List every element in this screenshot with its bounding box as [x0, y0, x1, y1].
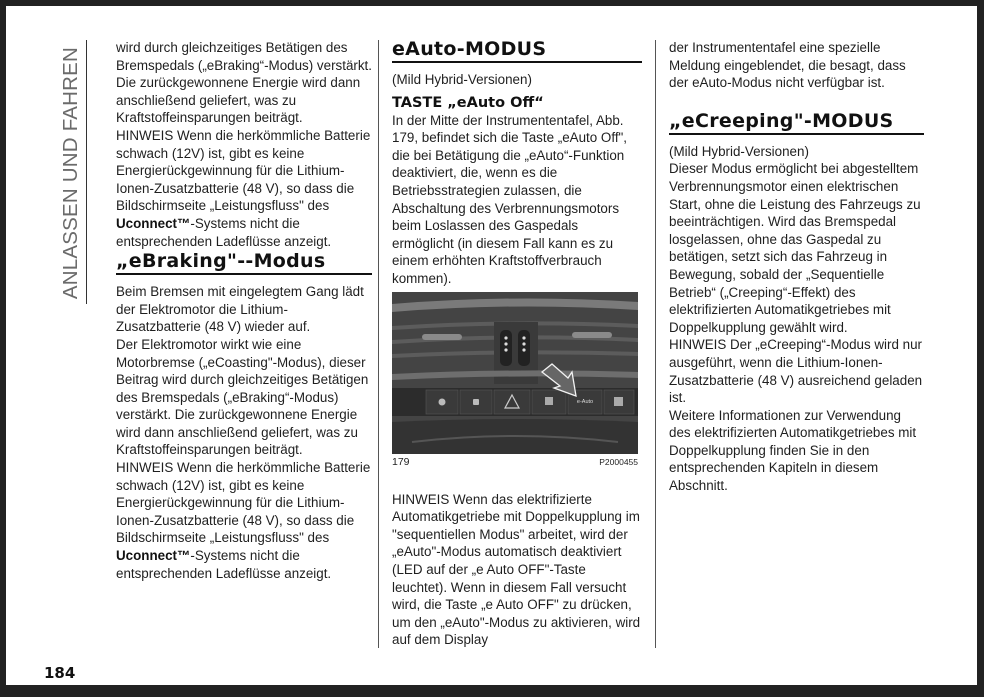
side-title-rule: [86, 40, 87, 304]
column-1: [116, 39, 372, 582]
eauto-off-subheading: TASTE „eAuto Off“: [392, 94, 544, 111]
chapter-title-text: ANLASSEN UND FAHREN: [59, 46, 83, 300]
dashboard-illustration: [392, 292, 638, 454]
eauto-button-label: e-Auto: [576, 398, 594, 405]
figure-number: 179: [392, 455, 410, 468]
figure-caption: [392, 456, 638, 468]
eauto-subtitle: (Mild Hybrid-Versionen): [392, 72, 532, 87]
note-battery-2: [116, 459, 372, 582]
note-text: HINWEIS Wenn die herkömmliche Batterie schwach (12V) ist, gibt es keine Energierückgewinnung für die Lithium-Ionen-Zusatzbatterie (48 V), so dass die Bildschirmseite „Leistungsfluss" des: [116, 127, 371, 214]
eauto-paragraph: In der Mitte der Instrumententafel, Abb. 179, befindet sich die Taste „eAuto Off", die bei Betätigung die „eAuto“-Funktion deaktiviert, die, wenn es die Betriebsstrategien zulassen, die Abschaltung des Verbrennungsmotors beim Loslassen des Gaspedals ermöglicht (in diesem Fall kann es zu einem erhöhten Kraftstoffverbrauch kommen).: [392, 112, 628, 286]
uconnect-brand: Uconnect™: [116, 215, 191, 231]
note-text: HINWEIS Wenn die herkömmliche Batterie schwach (12V) ist, gibt es keine Energierückgewinnung für die Lithium-Ionen-Zusatzbatterie (48 V), so dass die Bildschirmseite „Leistungsfluss" des: [116, 460, 371, 546]
ecreeping-paragraph-2: Weitere Informationen zur Verwendung des elektrifizierten Automatikgetriebes mit Doppelkupplung finden Sie in den entsprechenden Kapiteln in diesem Abschnitt.: [669, 407, 917, 494]
note-battery-1: [116, 127, 372, 250]
eauto-note: HINWEIS Wenn das elektrifizierte Automatikgetriebe mit Doppelkupplung im "sequentiellen Modus" arbeitet, wird der „eAuto"-Modus automatisch deaktiviert (LED auf der „e Auto OFF"-Taste leuchtet). Wenn in diesem Fall versucht wird, die Taste „e Auto OFF" zu drücken, um den „eAuto"-Modus zu aktivieren, wird auf dem Display: [392, 491, 641, 648]
note-text-end: -Systems nicht die entsprechenden Ladeflüsse anzeigt.: [116, 548, 332, 581]
uconnect-brand: Uconnect™: [116, 548, 191, 564]
eauto-note-continuation: der Instrumententafel eine spezielle Meldung eingeblendet, die besagt, dass der eAuto-Modus nicht verfügbar ist.: [669, 40, 906, 91]
page-number: 184: [44, 664, 76, 682]
figure-code: P2000455: [599, 456, 638, 467]
ebraking-heading: „eBraking"--Modus: [116, 251, 372, 275]
ecreeping-heading: „eCreeping"-MODUS: [669, 111, 924, 135]
ecreeping-subtitle: (Mild Hybrid-Versionen): [669, 143, 809, 159]
ecreeping-note: HINWEIS Der „eCreeping“-Modus wird nur ausgeführt, wenn die Lithium-Ionen-Zusatzbatterie (48 V) ausreichend geladen ist.: [669, 337, 923, 406]
figure-dashboard-photo: [392, 292, 638, 454]
intro-paragraph: wird durch gleichzeitiges Betätigen des Bremspedals („eBraking“-Modus) verstärkt. Die zurückgewonnene Energie wird dann anschließend geliefert, was zu Kraftstoffeinsparungen beiträgt.: [116, 40, 372, 126]
ecreeping-paragraph-1: Dieser Modus ermöglicht bei abgestelltem Verbrennungsmotor einen elektrischen Start, ohne die Leistung des Fahrzeugs zu beeinträchtigen. Wird das Bremspedal losgelassen, ohne das Gaspedal zu betätigen, setzt sich das Fahrzeug in Bewegung, sobald der „Sequentielle Betrieb“ („Creeping“-Effekt) des elektrifizierten Automatikgetriebes mit Doppelkupplung gewählt wird.: [669, 161, 921, 335]
column-divider-1: [378, 40, 379, 648]
ebraking-paragraph-2: Der Elektromotor wirkt wie eine Motorbremse („eCoasting"-Modus), dieser Beitrag wird durch gleichzeitiges Betätigen des Bremspedals („eBraking“-Modus) verstärkt. Die zurückgewonnene Energie wird dann anschließend geliefert, was zu Kraftstoffeinsparungen beiträgt.: [116, 336, 369, 458]
note-text-end: -Systems nicht die entsprechenden Ladeflüsse anzeigt.: [116, 215, 332, 249]
ebraking-paragraph-1: Beim Bremsen mit eingelegtem Gang lädt der Elektromotor die Lithium-Zusatzbatterie (48 V) wieder auf.: [116, 284, 364, 335]
column-3: [669, 39, 924, 495]
column-2: [392, 39, 642, 649]
eauto-heading: eAuto-MODUS: [392, 39, 642, 63]
chapter-side-title: [56, 42, 86, 304]
column-divider-2: [655, 40, 656, 648]
